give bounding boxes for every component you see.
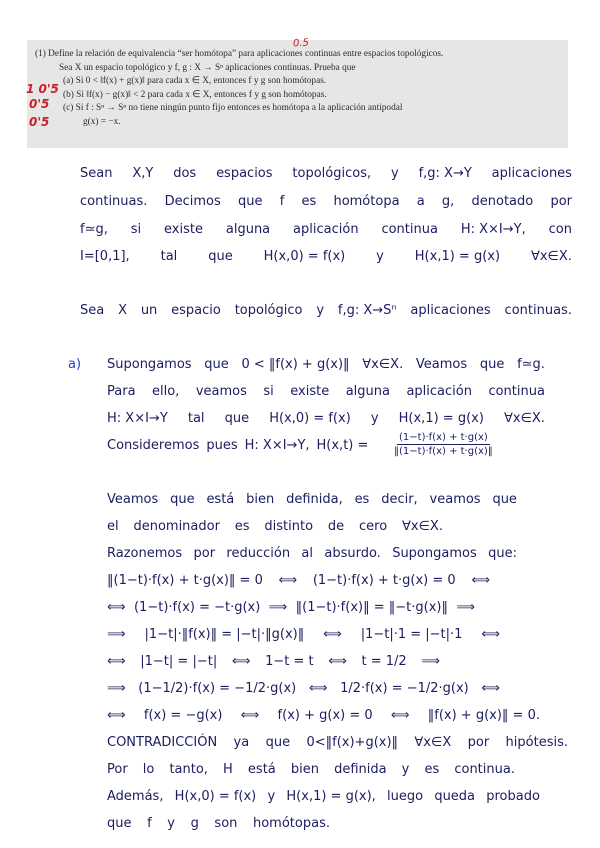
word: X [118,303,127,318]
problem-line: g(x) = −x. [83,116,121,127]
handwritten-line [107,519,443,534]
handwritten-line [107,546,517,561]
handwritten-line [107,411,545,426]
word: y [316,303,325,318]
handwritten-line [80,249,572,264]
word: de [327,519,345,534]
word: homótopa [333,194,400,209]
word: ⟹ [107,681,126,696]
word: X,Y [132,166,154,181]
word: |1−t| = |−t| [140,654,218,669]
word: lo [142,762,155,777]
word: es [354,492,370,507]
item-label: a) [68,357,82,372]
word: f,g: X→Sⁿ [337,303,397,318]
word: y [370,411,379,426]
word: ⟺ [231,654,251,669]
word: H(x,1) = g(x), [286,789,376,804]
word: denotado [471,194,534,209]
word: luego [387,789,424,804]
word: tal [160,249,178,264]
word: al [301,546,313,561]
word: son [214,816,238,831]
word: g [190,816,199,831]
word: ‖(1−t)·f(x) + t·g(x)‖ = 0 [107,573,263,588]
word: espacios [216,166,273,181]
grade-mark: 0.5 [292,37,310,50]
word: I=[0,1], [80,249,130,264]
word: si [263,384,274,399]
word: topológico [234,303,303,318]
word: ⟺ [481,627,500,642]
word: topológicos, [292,166,372,181]
handwritten-line [107,708,540,723]
handwritten-line [107,600,475,615]
handwritten-line [107,438,368,453]
formula-denominator: ‖(1−t)·f(x) + t·g(x)‖ [394,446,493,457]
grade-mark: 1 0'5 [26,82,59,96]
word: continua. [454,762,515,777]
word: que [204,357,229,372]
word: y [401,762,410,777]
word: que [224,411,250,426]
word: tal [187,411,205,426]
handwritten-line [80,166,572,181]
word: H: X×I→Y [107,411,168,426]
word: y [167,816,175,831]
word: existe [290,384,330,399]
handwritten-line [80,222,572,237]
word: CONTRADICCIÓN [107,735,218,750]
word: reducción [226,546,291,561]
word: continuas. [504,303,572,318]
word: bien [290,762,319,777]
word: que [208,249,233,264]
word: H(x,1) = g(x) [398,411,484,426]
word: denominador [133,519,220,534]
word: que [479,357,505,372]
word: f [279,194,285,209]
problem-line: (b) Si ‖f(x) − g(x)‖ < 2 para cada x ∈ X, entonces f y g son homótopas. [63,89,327,100]
handwritten-line [107,735,568,750]
word: ⟺ [328,654,347,669]
word: está [206,492,235,507]
word: ⟺ [308,681,328,696]
word: ⟺ [240,708,260,723]
word: ello, [152,384,180,399]
word: ⟺ [481,681,500,696]
word: ∀x∈X. [402,519,443,534]
word: g, [441,194,455,209]
word: 1/2·f(x) = −1/2·g(x) [340,681,469,696]
grade-mark: 0'5 [29,115,50,129]
word: homótopas. [252,816,330,831]
problem-line: (1) Define la relación de equivalencia “ser homótopa” para aplicaciones continuas entre espacios topológicos. [35,49,444,59]
word: ⟺ [471,573,490,588]
word: aplicaciones [410,303,491,318]
word: H: X×I→Y, [244,438,310,453]
word: veamos [429,492,481,507]
word: Además, [107,789,164,804]
handwritten-line [107,357,545,372]
handwritten-line [107,654,440,669]
word: ⟹ [107,627,126,642]
word: con [548,222,572,237]
handwritten-line [107,492,517,507]
handwritten-line [80,194,572,209]
problem-line: Sea X un espacio topológico y f, g : X → Sⁿ aplicaciones continuas. Prueba que [59,62,356,73]
word: que [265,735,291,750]
word: definida, [286,492,343,507]
word: continua [381,222,438,237]
handwritten-line [107,789,540,804]
word: que [492,492,517,507]
handwritten-line [107,573,490,588]
word: continua [488,384,545,399]
word: Consideremos [107,438,200,453]
handwritten-line [80,303,572,318]
word: H(x,t) = [316,438,369,453]
word: es [424,762,440,777]
word: Decimos [164,194,221,209]
word: Por [107,762,128,777]
word: por [467,735,490,750]
word: que [107,816,132,831]
word: y [267,789,276,804]
word: Para [107,384,136,399]
word: (1−1/2)·f(x) = −1/2·g(x) [138,681,297,696]
word: a [416,194,425,209]
handwritten-line [107,627,500,642]
handwritten-line [107,681,500,696]
word: definida [334,762,387,777]
word: absurdo. [324,546,381,561]
word: f≃g, [80,222,108,237]
word: que [170,492,195,507]
word: y [376,249,384,264]
word: alguna [345,384,390,399]
word: Veamos [107,492,159,507]
word: probado [486,789,540,804]
word: H(x,0) = f(x) [269,411,351,426]
word: tanto, [169,762,208,777]
word: alguna [225,222,271,237]
word: Veamos [415,357,468,372]
word: 1−t = t [265,654,314,669]
word: aplicación [293,222,359,237]
word: ∀x∈X. [362,357,404,372]
word: 0<‖f(x)+g(x)‖ [306,735,399,750]
word: |1−t|·1 = |−t|·1 [360,627,463,642]
word: aplicación [406,384,472,399]
word: continuas. [80,194,148,209]
handwritten-line [107,762,515,777]
handwritten-line [107,384,545,399]
word: ⟺ [390,708,410,723]
word: H(x,1) = g(x) [414,249,501,264]
word: ∀x∈X [414,735,452,750]
word: aplicaciones [491,166,572,181]
word: Supongamos [107,357,192,372]
word: dos [173,166,197,181]
word: si [130,222,142,237]
word: (1−t)·f(x) = −t·g(x) [133,600,261,615]
word: es [234,519,250,534]
word: es [301,194,317,209]
word: está [247,762,276,777]
word: H: X×I→Y, [460,222,526,237]
word: f(x) + g(x) = 0 [277,708,373,723]
word: ya [233,735,250,750]
word: decir, [381,492,418,507]
word: cero [359,519,388,534]
word: ⟹ [456,600,475,615]
word: H [223,762,233,777]
homotopy-formula [394,432,493,457]
word: f≃g. [517,357,545,372]
word: el [107,519,119,534]
word: espacio [171,303,221,318]
word: un [140,303,158,318]
word: distinto [264,519,314,534]
word: por [193,546,216,561]
word: ⟺ [107,708,126,723]
word: Razonemos [107,546,183,561]
word: ∀x∈X. [530,249,572,264]
word: veamos [195,384,247,399]
word: ⟺ [323,627,342,642]
word: ⟹ [421,654,440,669]
problem-statement [27,40,568,148]
word: hipótesis. [505,735,568,750]
word: (1−t)·f(x) + t·g(x) = 0 [312,573,456,588]
word: ‖(1−t)·f(x)‖ = ‖−t·g(x)‖ [295,600,448,615]
formula-numerator: (1−t)·f(x) + t·g(x) [399,432,488,443]
word: bien [246,492,275,507]
word: H(x,0) = f(x) [174,789,257,804]
word: f(x) = −g(x) [143,708,223,723]
handwritten-line [107,816,330,831]
word: ∀x∈X. [503,411,545,426]
word: f,g: X→Y [418,166,472,181]
word: Sea [80,303,105,318]
word: existe [164,222,203,237]
word: f [147,816,152,831]
word: t = 1/2 [361,654,407,669]
word: y [391,166,399,181]
word: queda [434,789,476,804]
word: por [550,194,572,209]
word: ⟺ [278,573,298,588]
word: H(x,0) = f(x) [263,249,346,264]
problem-line: (c) Si f : Sⁿ → Sⁿ no tiene ningún punto fijo entonces es homótopa a la aplicación antipodal [63,103,403,113]
word: que [237,194,263,209]
problem-line: (a) Si 0 < ‖f(x) + g(x)‖ para cada x ∈ X, entonces f y g son homótopas. [63,76,327,86]
word: ‖f(x) + g(x)‖ = 0. [427,708,540,723]
word: pues [206,438,238,453]
grade-mark: 0'5 [29,97,50,111]
word: ⟹ [268,600,288,615]
word: que: [488,546,517,561]
word: Sean [80,166,113,181]
word: 0 < ‖f(x) + g(x)‖ [241,357,350,372]
word: ⟺ [107,654,126,669]
word: ⟺ [107,600,126,615]
word: Supongamos [392,546,477,561]
word: |1−t|·‖f(x)‖ = |−t|·‖g(x)‖ [144,627,305,642]
